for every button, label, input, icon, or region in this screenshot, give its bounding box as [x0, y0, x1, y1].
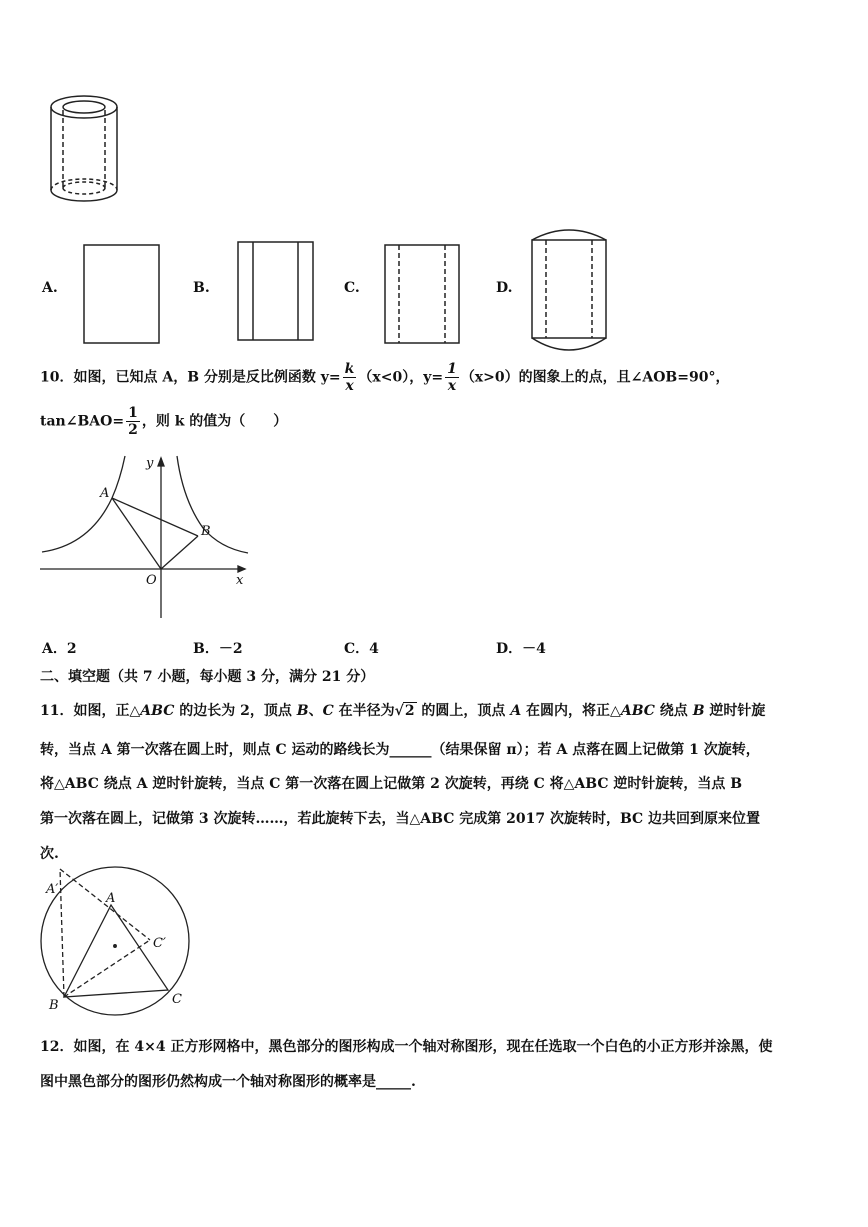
label-c-prime: C′ — [153, 936, 166, 951]
q11-line-3: 将△ABC 绕点 A 逆时针旋转，当点 C 第一次落在圆上记做第 2 次旋转，再绕 C 将△ABC 逆时针旋转，当点 B — [40, 776, 743, 792]
q11-l1-g: 逆时针旋 — [704, 703, 766, 719]
frac1-num: k — [344, 361, 355, 377]
q10-choice-b[interactable]: B．－2 — [193, 641, 243, 657]
label-y: y — [146, 456, 154, 471]
frac-1-over-2 — [126, 406, 140, 437]
label-o: O — [146, 573, 157, 588]
label-b: B — [201, 524, 211, 539]
q12-line-2: 图中黑色部分的图形仍然构成一个轴对称图形的概率是_____. — [40, 1074, 416, 1090]
q9-option-d[interactable]: D. — [496, 280, 513, 296]
frac-k-over-x — [343, 362, 357, 393]
option-b-figure — [238, 242, 313, 340]
q10-line-2 — [40, 406, 287, 437]
q10-line2-suffix: ，则 k 的值为（ ） — [141, 413, 288, 430]
q11-line-4: 第一次落在圆上，记做第 3 次旋转……，若此旋转下去，当△ABC 完成第 2017 次旋转时，BC 边共回到原来位置 — [40, 811, 761, 827]
label-a-11: A — [106, 891, 116, 906]
q11-line-5: 次. — [40, 846, 59, 862]
option-d-figure — [532, 230, 606, 350]
frac-1-over-x — [445, 362, 459, 393]
q10-prefix: 10．如图，已知点 A，B 分别是反比例函数 y= — [40, 369, 341, 386]
q10-choice-d[interactable]: D．－4 — [496, 641, 546, 657]
hyperbola-right — [177, 456, 248, 553]
q10-cond1: （x<0），y= — [358, 369, 444, 386]
q11-a-1: A — [510, 703, 522, 719]
label-a-prime: A′ — [46, 882, 59, 897]
q12-line-1: 12．如图，在 4×4 正方形网格中，黑色部分的图形构成一个轴对称图形，现在任选取一个白色的小正方形并涂黑，使 — [40, 1039, 773, 1055]
cylinder-drawing — [51, 96, 117, 201]
q11-l1-a: 11．如图，正△ — [40, 703, 141, 719]
q9-option-c[interactable]: C. — [344, 280, 360, 296]
q11-abc-1: ABC — [140, 703, 175, 719]
q11-circle-figure — [41, 867, 189, 1015]
q11-l1-f: 绕点 — [654, 703, 693, 719]
q11-line-2: 转，当点 A 第一次落在圆上时，则点 C 运动的路线长为______（结果保留 π）；若 A 点落在圆上记做第 1 次旋转， — [40, 742, 760, 758]
q9-option-a[interactable]: A. — [42, 280, 58, 296]
q11-c-1: C — [322, 703, 334, 719]
hyperbola-left — [42, 456, 125, 552]
option-c-figure — [385, 245, 459, 343]
q11-b-1: B — [296, 703, 309, 719]
q9-option-b[interactable]: B. — [193, 280, 210, 296]
sqrt-radicand: 2 — [404, 703, 415, 719]
frac1-den: x — [345, 378, 354, 394]
q11-l1-c: 在半径为 — [333, 703, 395, 719]
q11-b-2: B — [692, 703, 705, 719]
section-2-heading: 二、填空题（共 7 小题，每小题 3 分，满分 21 分） — [40, 669, 375, 685]
option-a-rect — [84, 245, 159, 343]
q11-l1-b: 的边长为 2，顶点 — [174, 703, 297, 719]
q10-cond2: （x>0）的图象上的点，且∠AOB=90°， — [460, 369, 730, 386]
label-x: x — [236, 573, 244, 588]
q11-l1-e: 在圆内，将正△ — [521, 703, 621, 719]
sqrt-2: √2 — [394, 703, 415, 719]
q10-choice-a[interactable]: A．2 — [42, 641, 77, 657]
frac3-den: 2 — [128, 422, 138, 438]
frac2-den: x — [447, 378, 457, 394]
q11-abc-2: ABC — [620, 703, 655, 719]
q11-sep: 、 — [308, 703, 323, 719]
label-b-11: B — [49, 998, 59, 1013]
q10-line-1 — [40, 362, 729, 393]
q11-line-1 — [40, 700, 765, 720]
frac3-num: 1 — [128, 405, 138, 421]
q10-choice-c[interactable]: C．4 — [344, 641, 379, 657]
frac2-num: 1 — [447, 361, 457, 377]
q10-graph — [40, 456, 248, 618]
q11-l1-d: 的圆上，顶点 — [416, 703, 511, 719]
label-c-11: C — [172, 992, 182, 1007]
q10-line2-prefix: tan∠BAO= — [40, 413, 125, 430]
label-a: A — [100, 486, 110, 501]
